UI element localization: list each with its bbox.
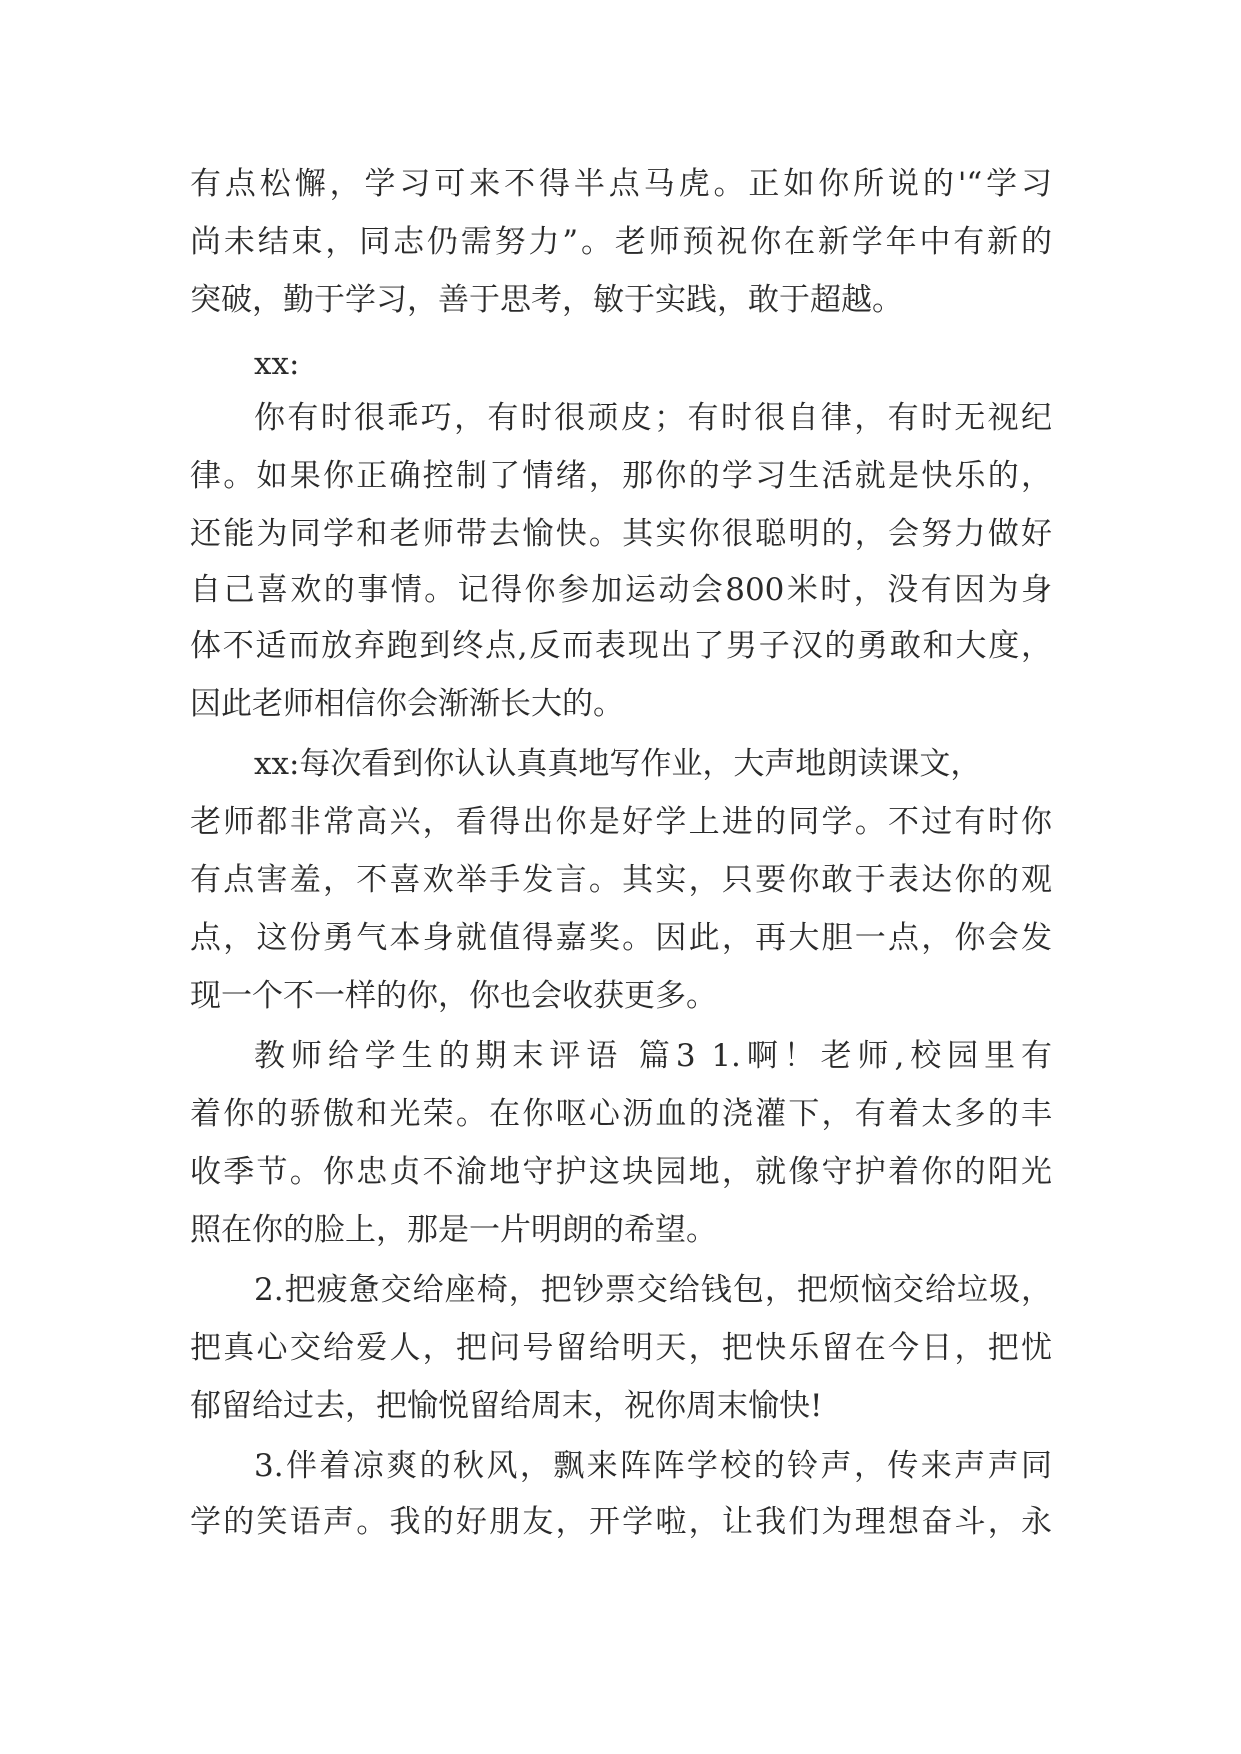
- text-line: 点，这份勇气本身就值得嘉奖。因此，再大胆一点，你会发: [190, 920, 1052, 956]
- text-line: 收季节。你忠贞不渝地守护这块园地，就像守护着你的阳光: [190, 1154, 1052, 1190]
- salutation: xx:: [254, 346, 300, 382]
- text-line: 3.伴着凉爽的秋风，飘来阵阵学校的铃声，传来声声同: [254, 1448, 1052, 1484]
- text-line: 突破，勤于学习，善于思考，敏于实践，敢于超越。: [190, 282, 903, 318]
- text-line: 郁留给过去，把愉悦留给周末，祝你周末愉快!: [190, 1388, 823, 1424]
- text-line: 因此老师相信你会渐渐长大的。: [190, 686, 624, 722]
- text-line: 现一个不一样的你，你也会收获更多。: [190, 978, 717, 1014]
- text-line: 律。如果你正确控制了情绪，那你的学习生活就是快乐的，: [190, 458, 1052, 494]
- text-line: 照在你的脸上，那是一片明朗的希望。: [190, 1212, 717, 1248]
- text-line: 体不适而放弃跑到终点,反而表现出了男子汉的勇敢和大度，: [190, 628, 1052, 664]
- text-line: 老师都非常高兴，看得出你是好学上进的同学。不过有时你: [190, 804, 1052, 840]
- text-line: 学的笑语声。我的好朋友，开学啦，让我们为理想奋斗，永: [190, 1504, 1052, 1540]
- text-line: 2.把疲惫交给座椅，把钞票交给钱包，把烦恼交给垃圾，: [254, 1272, 1052, 1308]
- text-line: 你有时很乖巧，有时很顽皮；有时很自律，有时无视纪: [254, 400, 1052, 436]
- text-line: 还能为同学和老师带去愉快。其实你很聪明的，会努力做好: [190, 516, 1052, 552]
- section-heading-line: 教师给学生的期末评语 篇3 1.啊！老师,校园里有: [254, 1038, 1052, 1074]
- text-line: 尚未结束，同志仍需努力”。老师预祝你在新学年中有新的: [190, 224, 1052, 260]
- text-line: 把真心交给爱人，把问号留给明天，把快乐留在今日，把忧: [190, 1330, 1052, 1366]
- text-line: 有点害羞，不喜欢举手发言。其实，只要你敢于表达你的观: [190, 862, 1052, 898]
- text-line: 自己喜欢的事情。记得你参加运动会800米时，没有因为身: [190, 572, 1052, 608]
- text-line: 着你的骄傲和光荣。在你呕心沥血的浇灌下，有着太多的丰: [190, 1096, 1052, 1132]
- text-line: 有点松懈，学习可来不得半点马虎。正如你所说的'“学习: [190, 166, 1052, 202]
- text-line: xx:每次看到你认认真真地写作业，大声地朗读课文，: [254, 746, 982, 782]
